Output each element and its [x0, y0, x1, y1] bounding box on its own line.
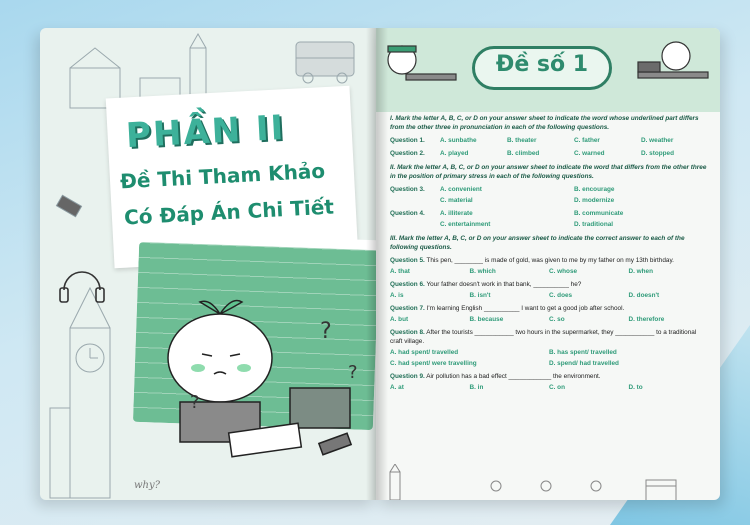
question-label: Question 4.	[390, 210, 425, 217]
part-title: PHẦN II	[125, 107, 287, 157]
question-row	[390, 209, 708, 229]
option[interactable]: A. played	[440, 150, 469, 157]
option[interactable]: D. weather	[641, 137, 674, 144]
option[interactable]: B. has spent/ travelled	[549, 349, 617, 356]
question-label: Question 9.	[390, 373, 425, 380]
right-page	[376, 28, 720, 500]
question-text: I'm learning English __________ I want to get a good job after school.	[426, 305, 625, 312]
question-text: This pen, ________ is made of gold, was given to me by my father on my 13th birthday.	[426, 257, 674, 264]
option[interactable]: A. sunbathe	[440, 137, 477, 144]
question-row	[390, 149, 708, 158]
svg-text:?: ?	[320, 319, 332, 344]
question-row	[390, 280, 708, 300]
option[interactable]: B. encourage	[574, 186, 615, 193]
option[interactable]: A. is	[390, 292, 404, 299]
question-label: Question 1.	[390, 137, 425, 144]
exam-content	[390, 112, 708, 392]
option[interactable]: B. because	[469, 316, 504, 323]
option[interactable]: D. when	[628, 268, 653, 275]
option[interactable]: B. which	[469, 268, 496, 275]
option[interactable]: B. in	[469, 384, 484, 391]
option[interactable]: C. father	[574, 137, 600, 144]
subtitle-line-1: Đề Thi Tham Khảo	[119, 158, 326, 194]
option[interactable]: C. whose	[549, 268, 578, 275]
left-page	[40, 28, 376, 500]
option[interactable]: A. at	[390, 384, 404, 391]
option[interactable]: A. but	[390, 316, 409, 323]
option[interactable]: C. so	[549, 316, 565, 323]
footer-doodles	[376, 464, 720, 500]
signature-text: why?	[134, 480, 161, 491]
question-label: Question 7.	[390, 305, 425, 312]
section-3-instruction: III. Mark the letter A, B, C, or D on your answer sheet to indicate the correct answer to each of the following questions.	[390, 235, 685, 251]
question-row	[390, 304, 708, 324]
question-text: Your father doesn't work in that bank, __________ he?	[426, 281, 582, 288]
option[interactable]: D. modernize	[574, 197, 615, 204]
subtitle-line-2: Có Đáp Án Chi Tiết	[123, 194, 335, 230]
question-label: Question 6.	[390, 281, 425, 288]
option[interactable]: B. communicate	[574, 210, 624, 217]
question-text: After the tourists ___________ two hours in the supermarket, they ___________ to a traditional craft village.	[390, 329, 697, 345]
open-book	[40, 28, 720, 500]
question-label: Question 2.	[390, 150, 425, 157]
book-spine	[366, 28, 388, 500]
option[interactable]: D. stopped	[641, 150, 675, 157]
question-label: Question 8.	[390, 329, 425, 336]
option[interactable]: D. to	[628, 384, 643, 391]
mascot-illustration	[140, 278, 376, 478]
section-2-instruction: II. Mark the letter A, B, C, or D on your answer sheet to indicate the word that differs from the other three in the position of primary stress in each of the following questions.	[390, 164, 707, 180]
option[interactable]: C. does	[549, 292, 573, 299]
option[interactable]: B. isn't	[469, 292, 491, 299]
question-label: Question 5.	[390, 257, 425, 264]
question-row	[390, 256, 708, 276]
svg-text:?: ?	[190, 392, 200, 413]
option[interactable]: A. illiterate	[440, 210, 473, 217]
option[interactable]: C. entertainment	[440, 221, 491, 228]
question-row	[390, 136, 708, 145]
option[interactable]: A. that	[390, 268, 410, 275]
option[interactable]: B. climbed	[507, 150, 540, 157]
svg-text:?: ?	[348, 362, 358, 383]
option[interactable]: C. on	[549, 384, 565, 391]
question-text: Air pollution has a bad effect ____________ the environment.	[426, 373, 601, 380]
question-row	[390, 328, 708, 368]
option[interactable]: C. had spent/ were travelling	[390, 360, 477, 367]
option[interactable]: D. traditional	[574, 221, 614, 228]
option[interactable]: C. warned	[574, 150, 605, 157]
question-row	[390, 185, 708, 205]
question-label: Question 3.	[390, 186, 425, 193]
question-row	[390, 372, 708, 392]
option[interactable]: A. had spent/ travelled	[390, 349, 459, 356]
option[interactable]: D. doesn't	[628, 292, 660, 299]
option[interactable]: C. material	[440, 197, 473, 204]
section-1-instruction: I. Mark the letter A, B, C, or D on your answer sheet to indicate the word whose underlined part differs from the other three in pronunciation in each of the following questions.	[390, 115, 699, 131]
option[interactable]: D. spend/ had travelled	[549, 360, 619, 367]
option[interactable]: B. theater	[507, 137, 537, 144]
exam-title: Đề số 1	[495, 52, 589, 77]
option[interactable]: A. convenient	[440, 186, 482, 193]
option[interactable]: D. therefore	[628, 316, 665, 323]
